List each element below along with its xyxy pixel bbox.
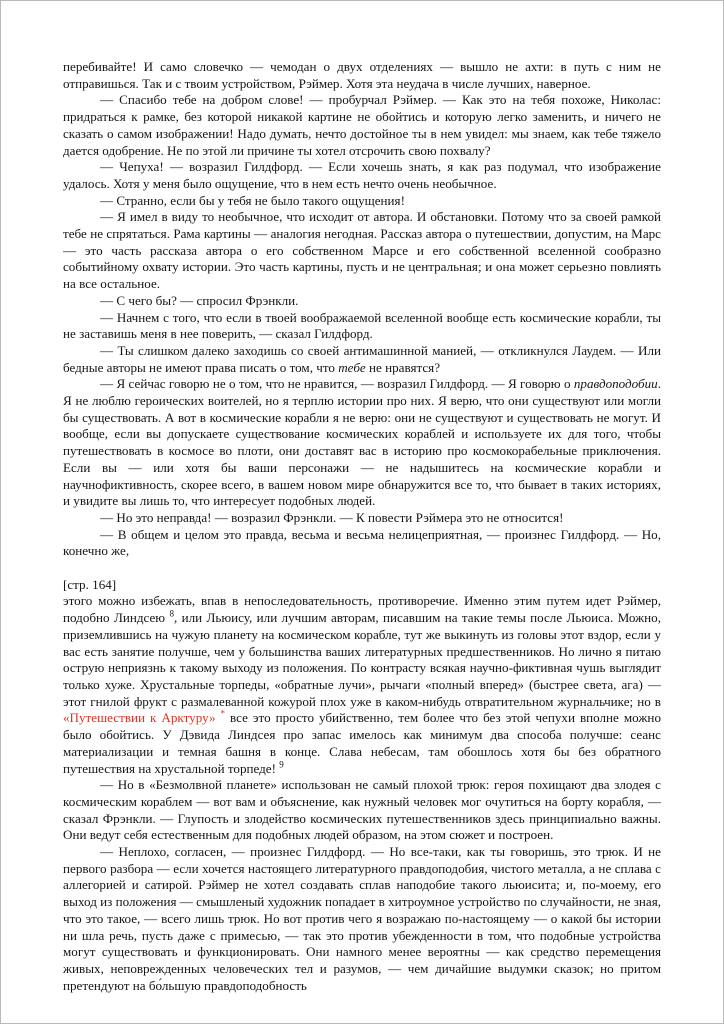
text-segment: не нравятся? <box>365 359 441 375</box>
page-number-marker <box>63 577 661 594</box>
paragraph <box>63 510 661 527</box>
text-segment: — Начнем с того, что если в твоей воображаемой вселенной вообще есть космические корабли, ты не заставишь меня в нее поверить, — сказал Гилдфорд. <box>63 309 661 342</box>
book-title-link[interactable]: «Путешествии к Арктуру» <box>63 710 221 726</box>
text-segment: — Но в «Безмолвной планете» использован не самый плохой трюк: героя похищают два злодея с космическим кораблем — вот вам и объяснение, как нужный человек мог очутиться на борту корабля, — сказал Фрэнкли. — Глупость и злодейство космических путешественников здесь принципиально важны. Они ведут себя естественным для подобных людей образом, на этом сюжет и построен. <box>63 777 661 843</box>
paragraph <box>63 92 661 159</box>
text-segment: . Я не люблю героических воителей, но я терплю истории про них. Я верю, что они существуют или могли бы существовать. А вот в космические корабли я не верю: они не существуют и существовать не могут. И вообще, если вы допускаете существование космических кораблей и используете их для того, чтобы путешествовать в космосе во плоти, они доставят вас в историю про космокорабельные приключения. Если вы — или хотя бы ваши персонажи — не надышитесь на космические корабли и научнофиктивность, скорее всего, в вашем новом мире обнаружится все то, что бывает в таких историях, и увидите вы лишь то, что интересует подобных людей. <box>63 376 661 509</box>
text-segment: — Я сейчас говорю не о том, что не нравится, — возразил Гилдфорд. — Я говорю о <box>100 376 574 392</box>
footnote-asterisk[interactable]: * <box>220 709 226 720</box>
paragraph <box>63 209 661 293</box>
text-segment: — Странно, если бы у тебя не было такого ощущения! <box>100 192 405 208</box>
footnote-ref: 8 <box>169 608 174 619</box>
text-segment: этого можно избежать, впав в непоследовательность, противоречие. Именно этим путем идет Рэймер, подобно Линдсею <box>63 593 661 626</box>
text-segment: — В общем и целом это правда, весьма и весьма нелицеприятная, — произнес Гилдфорд. — Но, конечно же, <box>63 526 661 559</box>
text-column <box>63 59 661 994</box>
footnote-ref: 9 <box>279 759 284 770</box>
text-segment: — Чепуха! — возразил Гилдфорд. — Если хочешь знать, я как раз подумал, что изображение удалось. Хотя у меня было ощущение, что в нем есть нечто очень необычное. <box>63 159 661 191</box>
text-segment: [стр. 164] <box>63 576 117 592</box>
text-segment: — Ты слишком далеко заходишь со своей антимашинной манией, — откликнулся Лаудем. — Или бедные авторы не имеют права писать о том, что <box>63 342 661 375</box>
paragraph <box>63 527 661 560</box>
paragraph <box>63 59 661 92</box>
paragraph <box>63 593 661 777</box>
text-segment: все это просто убийственно, тем более что без этой чепухи вполне можно было обойтись. У Дэвида Линдсея про запас имелось как минимум два способа получше: сеанс материализации и темная башня в конце. Слава небесам, там обошлось хотя бы без обратного путешествия на хрустальной торпеде! <box>63 710 661 776</box>
text-segment: , или Льюису, или лучшим авторам, писавшим на такие темы после Льюиса. Можно, приземлившись на чужую планету на космическом корабле, тут же выкинуть из головы этот вздор, если у вас есть занятие получше, чем у большинства ваших литературных предшественников. Но лично я питаю острую неприязнь к такому выходу из положения. По контрасту всякая научно-фиктивная чушь выглядит только хуже. Хрустальные торпеды, «обратные лучи», рычаги «полный вперед» (быстрее света, ага) — этот гнилой фрукт с размалеванной кожурой плох уже в каком-нибудь отвратительном журнальчике; но в <box>63 610 661 709</box>
paragraph <box>63 376 661 510</box>
paragraph <box>63 844 661 994</box>
paragraph <box>63 310 661 343</box>
text-segment: — С чего бы? — спросил Фрэнкли. <box>100 292 299 308</box>
italic-text: правдоподобии <box>573 376 658 392</box>
paragraph <box>63 193 661 210</box>
paragraph <box>63 777 661 844</box>
text-segment: — Я имел в виду то необычное, что исходит от автора. И обстановки. Потому что за своей рамкой тебе не спрятаться. Рама картины — аналогия негодная. Рассказ автора о путешествии, допустим, на Марс — это часть рассказа автора о его собственном Марсе и его собственной вселенной сообразно событийному охвату истории. Это часть картины, пусть и не центральная; и она может серьезно повлиять на все остальное. <box>63 209 661 292</box>
italic-text: тебе <box>338 359 366 375</box>
text-segment: — Спасибо тебе на добром слове! — пробурчал Рэймер. — Как это на тебя похоже, Николас: придраться к рамке, без которой никакой картине не обойтись и которую легко заменить, и ничего не сказать о самом изображении! Надо думать, нечто достойное ты в нем увидел: мы знаем, как тебе тяжело дается одобрение. Не по этой ли причине ты хотел отсрочить свою похвалу? <box>63 92 661 158</box>
text-segment: — Неплохо, согласен, — произнес Гилдфорд. — Но все-таки, как ты говоришь, это трюк. И не первого разбора — если хочется настоящего литературного правдоподобия, чистого металла, а не сплава с аллегорией и сатирой. Рэймер не хотел создавать сплав наподобие такого льюисита; и, по-моему, его выход из положения — смышленый художник попадает в хитроумное устройство по случайности, не зная, что это такое, — всего лишь трюк. Но вот против чего я возражаю по-настоящему — о какой бы истории ни шла речь, пусть даже с примесью, — так это против убежденности в том, что подобные устройства могут существовать и функционировать. Они намного менее вероятны — как средство перемещения живых, неповрежденных человеческих тел и разумов, — чем дичайшие выдумки сказок; но притом претендуют на бо́льшую правдоподобность <box>63 844 661 993</box>
text-segment: — Но это неправда! — возразил Фрэнкли. — К повести Рэймера это не относится! <box>100 509 564 525</box>
paragraph <box>63 343 661 376</box>
text-segment: перебивайте! И само словечко — чемодан о двух отделениях — вышло не ахти: в путь с ним не отправишься. Так и с твоим устройством, Рэймер. Хотя эта неудача в числе лучших, наверное. <box>63 59 661 91</box>
paragraph <box>63 293 661 310</box>
paragraph <box>63 159 661 192</box>
